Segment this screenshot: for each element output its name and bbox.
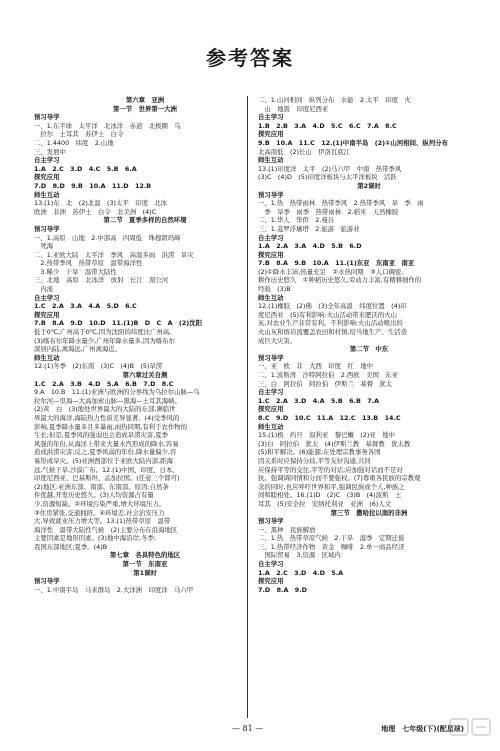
left-answer-line: 影响,夏季降水量多且多暴雨,雨热同期,有利于农作物的 [34,422,188,431]
left-answer-line: 13.(1)东 北 (2)北温 (3)太平 印度 北冰 [34,199,168,208]
right-section-heading: 第三节 撒哈拉以南的非洲 [330,508,408,517]
right-subsection-label: 自主学习 [258,113,284,122]
column-divider [247,96,248,718]
left-answer-line: 欧洲 非洲 苏伊士 白令 北美洲 (4)C [34,207,157,216]
right-answer-line: (3)白 阿拉伯 犹太 (4)伊斯兰教 基督教 犹太教 [258,439,411,448]
left-answer-line: 低于0℃,广州高于0℃,因为沈阳的纬度比广州高。 [34,328,176,337]
left-answer-line: 9.A 10.B 11.(1)亚洲与欧洲的分界线为乌拉尔山脉—乌 [34,388,200,397]
right-answer-line: 因关系时应保持分歧,平等友好沟通,共同 [258,456,371,465]
left-answer-line: 拉尔 土耳其 苏伊士 白令 [34,130,124,139]
left-answer-line: 二、1.亚欧大陆 太平洋 季风 高温多雨 洪涝 旱灾 [34,250,194,259]
right-subsection-label: 探究应用 [258,250,284,259]
right-answer-line: 成巨大灾害。 [258,336,297,345]
right-answer-line: 间和睦相处。16.(1)D (2)C (3)B (4)波斯 土 [258,491,402,500]
left-section-heading: 第1课时 [133,568,157,577]
page-number: — 81 — [232,724,264,733]
right-subsection-label: 自主学习 [258,560,284,569]
left-answer-line: (2)黄 白 (3)地处世界最大的大陆的东部,濒临世 [34,405,176,414]
right-subsection-label: 师生互动 [258,293,284,302]
answer-column-right [258,96,480,594]
left-answer-line: 7.B 8.A 9.D 10.D 11.(1)B D C A (2)沈阳 [34,319,202,328]
right-subsection-label: 探究应用 [258,405,284,414]
left-answer-line: 海洋性 温带大陆性气候 (2)主要分布在沿海地区 [34,525,178,534]
right-answer-line: (3)C (4)D (5)印度洋板块与太平洋板块 活跃 [258,173,397,182]
footer-label: 地理 七年级(下)(配星球) [381,725,464,733]
left-subsection-label: 预习导学 [34,224,60,233]
right-answer-line: 火山灰和熔岩流覆盖农田和村镇,给当地生产、生活造 [258,328,408,337]
right-section-heading: 第2课时 [357,181,381,190]
right-answer-line: 一、黑种 民族解放 [258,525,316,534]
right-subsection-label: 预习导学 [258,517,284,526]
right-answer-line: 1.B 2.B 3.A 4.D 5.C 6.C 7.A 8.C [258,121,397,130]
left-answer-line: 二、1.4400 纬度 2.山地 [34,138,114,147]
left-answer-line: 2.热带季风 热带草原 温带海洋性 [34,259,143,268]
right-subsection-label: 预习导学 [258,353,284,362]
right-answer-line: 山 地震 印度尼西亚 [258,104,329,113]
left-subsection-label: 师生互动 [34,190,60,199]
left-answer-line: 我国东部地区;夏季。(4)B [34,542,108,551]
right-answer-line: 一、亚 欧 非 大西 印度 红 地中 [258,362,374,371]
watermark-logo-icon [448,715,494,747]
right-subsection-label: 探究应用 [258,130,284,139]
left-answer-line: 大,导致就业压力增大等。13.(1)热带草原 温带 [34,517,171,526]
right-answer-line: 15.(1)极 约旦 叙利亚 黎巴嫩 (2)亚 地中 [258,431,395,440]
right-answer-line: 二、1.华人 华侨 2.曼谷 [258,216,335,225]
left-answer-line: 远,气候干旱,沙漠广布。12.(1)中国、印度、日本、 [34,465,179,474]
right-answer-line: 念的同时,也应呼吁世界和平,强调民族或个人,种族之 [258,482,405,491]
right-subsection-label: 自主学习 [258,233,284,242]
right-answer-line: 应保持平等的交往,平等的对话;应加强对话而不是对 [258,465,403,474]
right-answer-line: 度尼西亚 (5)有利影响:火山活动带来肥沃的火山 [258,310,398,319]
left-answer-line: 一、1.东半球 太平洋 北冰洋 赤道 北极圈 乌 [34,121,181,130]
left-answer-line: 主要因素是地形因素。(3)地中海沿岸;冬季; [34,534,156,543]
left-subsection-label: 自主学习 [34,293,60,302]
right-answer-line: 耕作历史悠久 ①种稻历史悠久,劳动力丰富,有精耕细作的 [258,276,422,285]
right-answer-line: 12.(1)橡胶 (2)佛 (3)全年高温 纬度位置 (4)印 [258,302,407,311]
right-answer-line: 三、1.菱罗浮屠塔 2.旅游 旅游业 [258,224,360,233]
left-answer-line: 界最大的海洋,海陆热力性质差异显著。(4)受季风的 [34,413,180,422]
right-answer-line: 国际贸易 3.资源 区域内 [258,551,341,560]
left-subsection-label: 预习导学 [34,577,60,586]
right-answer-line: 季 旱季 雨季 热带雨林 2.稻米 天然橡胶 [258,207,399,216]
left-answer-line: 1.A 2.C 3.D 4.C 5.B 6.A [34,164,137,173]
left-answer-line: 深居内陆,离海远,广州离海近。 [34,345,122,354]
right-subsection-label: 探究应用 [258,577,284,586]
left-answer-line: 7.D 8.D 9.B 10.A 11.D 12.B [34,181,152,190]
left-answer-line: 易形成旱灾。(5)亚洲西部位于亚欧大陆内部,距海 [34,456,173,465]
answer-column-left [34,96,256,594]
left-answer-line: 造成洪涝灾害;反之,夏季风弱的年份,降水量偏少,容 [34,448,177,457]
left-answer-line: 1.C 2.A 3.B 4.D 5.A 6.B 7.D 8.C [34,379,174,388]
right-subsection-label: 师生互动 [258,422,284,431]
left-answer-line: 一、1.高原 山地 2.中部高 四周低 珠穆朗玛峰 [34,233,181,242]
left-subsection-label: 师生互动 [34,353,60,362]
left-answer-line: 12.(1)冬季 (2)东南 (3)C (4)B (5)旱涝 [34,362,163,371]
right-answer-line: 二、1.波斯湾 沙特阿拉伯 2.西欧 美国 东亚 [258,371,399,379]
left-answer-line: 生长;但是,夏季风的强弱也会造成旱涝灾害,夏季 [34,431,169,440]
left-answer-line: 件优越,开发历史悠久。(3)人均资源占有量 [34,491,154,500]
page-title: 参考答案 [206,46,294,70]
left-answer-line: (3)喀布尔年降水量少,广州年降水量多,因为喀布尔 [34,336,175,345]
right-answer-line: 13.(1)印度洋 太平 (2)马六甲 中南 热带季风 [258,164,402,173]
right-answer-line: 1.C 2.A 3.D 4.A 5.B 6.B 7.A [258,396,380,405]
page-footer [0,724,500,738]
left-answer-line: 3.稀少 干旱 温带大陆性 [34,267,117,276]
left-answer-line: ③住房紧张,交通拥挤。④环境差,社会治安压力 [34,508,165,517]
left-section-heading: 第六章 亚洲 [125,96,165,104]
right-subsection-label: 自主学习 [258,388,284,397]
right-answer-line: 7.B 8.A 9.B 10.A 11.(1)东亚 东南亚 南亚 [258,259,415,268]
right-subsection-label: 预习导学 [258,190,284,199]
left-section-heading: 第七章 各具特色的地区 [109,551,181,560]
left-answer-line: 三、发展中 [34,147,66,156]
right-answer-line: 三、1.热带经济作物 黄金 咖啡 2.单一商品经济 [258,542,405,551]
left-subsection-label: 探究应用 [34,173,60,182]
right-answer-line: 1.A 2.A 3.A 4.D 5.B 6.D [258,242,362,251]
left-answer-line: 风强的年份,从海洋上带来大量水汽形成的降水,容易 [34,439,179,448]
right-answer-line: 抗。强调调同情和分而不要强权。(7)尊重各民族的宗教观 [258,474,421,483]
right-answer-line: 一、1.热 热带雨林 热带季风 2.热带季风 旱 季 雨 [258,199,424,208]
left-subsection-label: 探究应用 [34,310,60,319]
right-answer-line: 9.B 10.A 11.C 12.(1)中南半岛 (2)①山河相间、纵列分布 [258,138,448,147]
left-subsection-label: 自主学习 [34,156,60,165]
left-section-heading: 第二节 夏季多样的自然环境 [103,216,187,225]
right-answer-line: 耳其 (5)安全拉 安纳托利亚 亚洲 (6)人文 [258,499,392,508]
left-section-heading: 第六章过关自测 [122,371,168,379]
right-answer-line: 二、1.热 热带草原气候 2.干旱 湿季 定期迁徙 [258,534,405,543]
right-answer-line: 三、白 阿拉伯 阿拉伯 伊斯兰 基督 犹太 [258,379,393,388]
left-answer-line: 三、北地 高原 北冰洋 放射 长江 湄公河 [34,276,169,285]
right-answer-line: 8.C 9.D 10.C 11.A 12.C 13.B 14.C [258,413,401,422]
right-answer-line: (2)①降水丰沛,热量充足 ②水热同期 ③人口稠密, [258,267,404,276]
left-answer-line: 拉尔河—里海—大高加索山脉—黑海—土耳其海峡。 [34,396,181,405]
right-answer-line: 二、1.山河相间 纵列分布 水能 2.太平 印度 火 [258,96,411,104]
left-answer-line: 少,资源短缺。②环境污染严重,增大环境压力。 [34,499,166,508]
left-section-heading: 第一节 东南亚 [122,560,168,569]
right-answer-line: (5)和平解决。(6)能源;在处理宗教事务各国 [258,448,381,457]
right-answer-line: 灰,对农业生产非常有利。不利影响:火山活动喷出的 [258,319,403,328]
left-section-heading: 第一节 世界第一大洲 [113,104,177,113]
left-answer-line: 死海 [34,242,54,251]
left-answer-line: (2)地区:亚洲东部、南部、东南部。原因:自然条 [34,482,169,491]
left-answer-line: 印度尼西亚、巴基斯坦、孟加拉国。(任意三个即可) [34,474,180,483]
left-answer-line: 一、1.中南半岛 马来群岛 2.大洋洲 印度洋 马六甲 [34,585,194,594]
right-answer-line: 7.D 8.A 9.D [258,585,307,594]
left-subsection-label: 预习导学 [34,113,60,122]
left-answer-line: 1.C 2.A 3.A 4.A 5.D 6.C [34,302,137,311]
right-section-heading: 第二节 中东 [349,345,389,354]
right-answer-line: 1.A 2.C 3.D 4.D 5.A [258,568,344,577]
right-answer-line: 北高南低 (2)长山 伊洛瓦底江 [258,147,351,156]
right-subsection-label: 师生互动 [258,156,284,165]
right-answer-line: 经验 (3)B [258,285,291,294]
left-answer-line: 内流 [34,285,54,294]
